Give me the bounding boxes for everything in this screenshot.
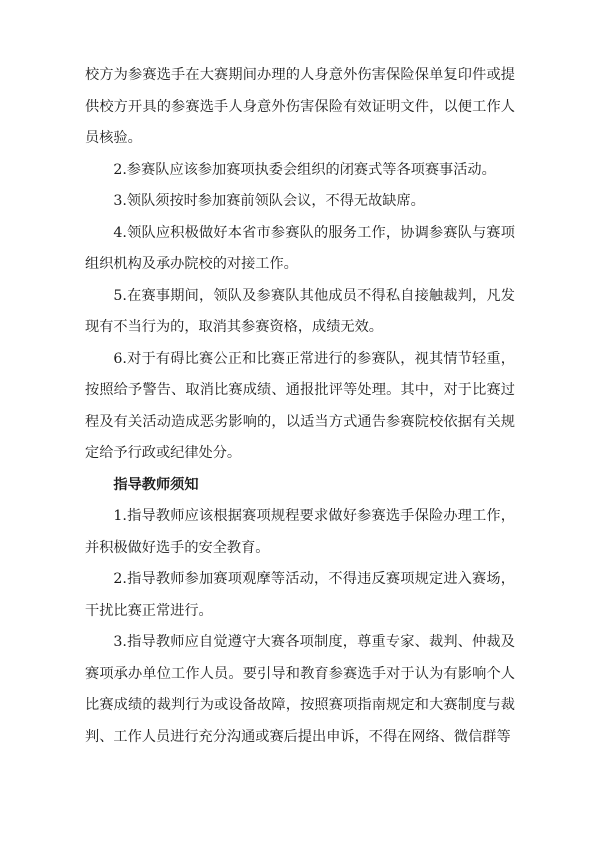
paragraph-instructor-item-2: 2.指导教师参加赛项观摩等活动，不得违反赛项规定进入赛场，干扰比赛正常进行。: [85, 571, 515, 619]
paragraph-item-4: 4.领队应积极做好本省市参赛队的服务工作，协调参赛队与赛项组织机构及承办院校的对接工作。: [85, 224, 515, 272]
paragraph-instructor-item-1: 1.指导教师应该根据赛项规程要求做好参赛选手保险办理工作，并积极做好选手的安全教育。: [85, 508, 515, 556]
paragraph-item-5: 5.在赛事期间，领队及参赛队其他成员不得私自接触裁判，凡发现有不当行为的，取消其参赛资格，成绩无效。: [85, 287, 515, 335]
paragraph-insurance-cont: 校方为参赛选手在大赛期间办理的人身意外伤害保险保单复印件或提供校方开具的参赛选手人身意外伤害保险有效证明文件，以便工作人员核验。: [85, 67, 515, 146]
document-page: [85, 60, 515, 753]
paragraph-instructor-item-3: 3.指导教师应自觉遵守大赛各项制度，尊重专家、裁判、仲裁及赛项承办单位工作人员。要引导和教育参赛选手对于认为有影响个人比赛成绩的裁判行为或设备故障，按照赛项指南规定和大赛制度与裁判、工作人员进行充分沟通或赛后提出申诉，不得在网络、微信群等: [85, 634, 515, 745]
paragraph-item-2: 2.参赛队应该参加赛项执委会组织的闭赛式等各项赛事活动。: [113, 161, 496, 178]
paragraph-item-3: 3.领队须按时参加赛前领队会议，不得无故缺席。: [113, 193, 425, 209]
section-heading-instructor-notice: 指导教师须知: [113, 476, 199, 493]
paragraph-item-6: 6.对于有碍比赛公正和比赛正常进行的参赛队，视其情节轻重，按照给予警告、取消比赛成绩、通报批评等处理。其中，对于比赛过程及有关活动造成恶劣影响的，以适当方式通告参赛院校依据有关规定给予行政或纪律处分。: [85, 350, 515, 461]
